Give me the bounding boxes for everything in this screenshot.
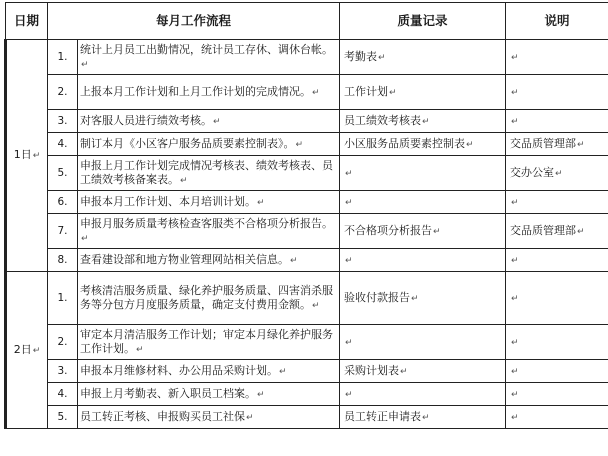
row-number: 5. [48, 156, 78, 191]
note-cell: ↵ [506, 40, 608, 75]
record-cell: 工作计划↵ [340, 75, 506, 110]
row-number: 1. [48, 272, 78, 325]
note-cell: ↵ [506, 272, 608, 325]
task-cell: 申报上月考勤表、新入职员工档案。↵ [78, 383, 340, 406]
table-row [6, 214, 608, 249]
note-cell: 交品质管理部↵ [506, 133, 608, 156]
record-cell: ↵ [340, 249, 506, 272]
task-cell: 统计上月员工出勤情况，统计员工存休、调休台帐。↵ [78, 40, 340, 75]
header-row [6, 3, 608, 40]
row-number: 2. [48, 75, 78, 110]
note-cell: ↵ [506, 406, 608, 429]
note-cell: ↵ [506, 75, 608, 110]
record-cell: 采购计划表↵ [340, 360, 506, 383]
row-number: 1. [48, 40, 78, 75]
task-cell: 申报本月维修材料、办公用品采购计划。↵ [78, 360, 340, 383]
record-cell: 小区服务品质要素控制表↵ [340, 133, 506, 156]
record-cell: ↵ [340, 383, 506, 406]
task-cell: 查看建设部和地方物业管理网站相关信息。↵ [78, 249, 340, 272]
task-cell: 对客服人员进行绩效考核。↵ [78, 110, 340, 133]
table-row [6, 191, 608, 214]
table-row [6, 325, 608, 360]
row-number: 4. [48, 383, 78, 406]
task-cell: 申报月服务质量考核检查客服类不合格项分析报告。↵ [78, 214, 340, 249]
header-note: 说明 [506, 3, 608, 40]
note-cell: 交办公室↵ [506, 156, 608, 191]
record-cell: 员工转正申请表↵ [340, 406, 506, 429]
table-row [6, 133, 608, 156]
task-cell: 上报本月工作计划和上月工作计划的完成情况。↵ [78, 75, 340, 110]
record-cell: ↵ [340, 156, 506, 191]
table-row [6, 406, 608, 429]
table-row [6, 360, 608, 383]
row-number: 3. [48, 360, 78, 383]
task-cell: 审定本月清洁服务工作计划；审定本月绿化养护服务工作计划。↵ [78, 325, 340, 360]
row-number: 5. [48, 406, 78, 429]
table-row [6, 249, 608, 272]
row-number: 3. [48, 110, 78, 133]
record-cell: 验收付款报告↵ [340, 272, 506, 325]
row-number: 2. [48, 325, 78, 360]
note-cell: ↵ [506, 383, 608, 406]
note-cell: ↵ [506, 110, 608, 133]
task-cell: 员工转正考核、申报购买员工社保↵ [78, 406, 340, 429]
date-cell: 1日↵ [6, 40, 48, 272]
date-cell: 2日↵ [6, 272, 48, 429]
note-cell: ↵ [506, 191, 608, 214]
table-row [6, 110, 608, 133]
task-cell: 申报上月工作计划完成情况考核表、绩效考核表、员工绩效考核备案表。↵ [78, 156, 340, 191]
task-cell: 申报本月工作计划、本月培训计划。↵ [78, 191, 340, 214]
task-cell: 考核清洁服务质量、绿化养护服务质量、四害消杀服务等分包方月度服务质量，确定支付费用金额。↵ [78, 272, 340, 325]
row-number: 4. [48, 133, 78, 156]
header-flow: 每月工作流程 [48, 3, 340, 40]
note-cell: ↵ [506, 249, 608, 272]
record-cell: 员工绩效考核表↵ [340, 110, 506, 133]
row-number: 7. [48, 214, 78, 249]
table-row [6, 383, 608, 406]
task-cell: 制订本月《小区客户服务品质要素控制表》。↵ [78, 133, 340, 156]
header-date: 日期 [6, 3, 48, 40]
row-number: 8. [48, 249, 78, 272]
record-cell: 考勤表↵ [340, 40, 506, 75]
note-cell: ↵ [506, 360, 608, 383]
table-row [6, 272, 608, 325]
work-flow-table [4, 2, 608, 429]
row-number: 6. [48, 191, 78, 214]
table-row [6, 75, 608, 110]
record-cell: ↵ [340, 325, 506, 360]
record-cell: 不合格项分析报告↵ [340, 214, 506, 249]
table-row [6, 156, 608, 191]
note-cell: ↵ [506, 325, 608, 360]
note-cell: 交品质管理部↵ [506, 214, 608, 249]
header-record: 质量记录 [340, 3, 506, 40]
table-row [6, 40, 608, 75]
record-cell: ↵ [340, 191, 506, 214]
